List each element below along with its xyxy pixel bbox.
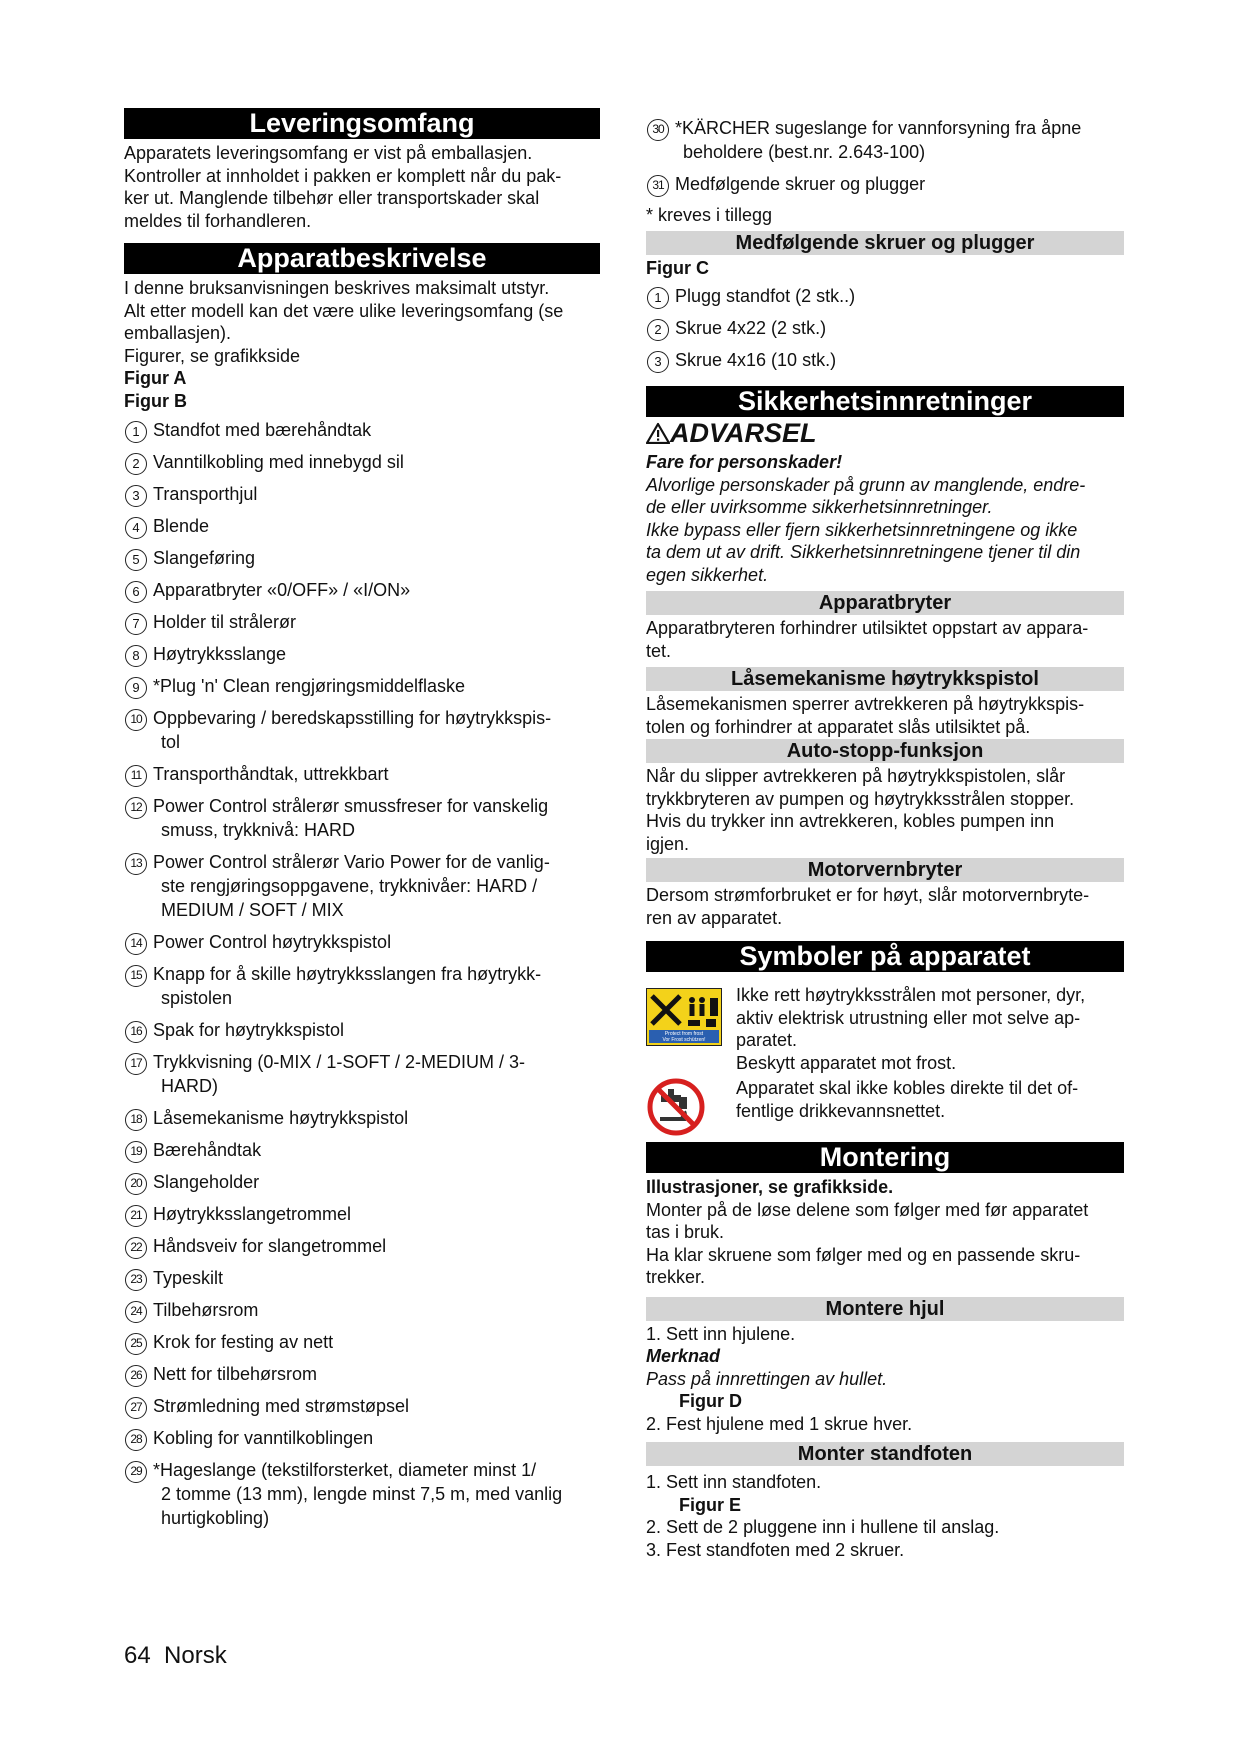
figure-b-label: Figur B bbox=[124, 390, 187, 411]
text-line: igjen. bbox=[646, 833, 690, 854]
list-item bbox=[124, 610, 600, 634]
item-text: Transporthjul bbox=[153, 484, 258, 504]
heading-foot: Monter standfoten bbox=[646, 1442, 1124, 1466]
item-text: Medfølgende skruer og plugger bbox=[675, 174, 926, 194]
figure-a-label: Figur A bbox=[124, 368, 187, 388]
list-item bbox=[124, 1394, 600, 1418]
mounting-subtitle: Illustrasjoner, se grafikkside. bbox=[646, 1177, 894, 1197]
text-line: Når du slipper avtrekkeren på høytrykkspistolen, slår bbox=[646, 766, 1066, 786]
text-line: Ha klar skruene som følger med og en passende skru- bbox=[646, 1244, 1081, 1265]
text-line: aktiv elektrisk utrustning eller mot selve ap- bbox=[736, 1007, 1081, 1028]
item-text-continued: ste rengjøringsoppgavene, trykknivåer: HARD / bbox=[161, 876, 538, 896]
text-line: tas i bruk. bbox=[646, 1222, 725, 1242]
step-1: 1. Sett inn hjulene. bbox=[646, 1323, 796, 1344]
step-2: 2. Sett de 2 pluggene inn i hullene til anslag. bbox=[646, 1517, 1000, 1537]
list-item bbox=[124, 642, 600, 666]
text-line: Apparatbryteren forhindrer utilsiktet oppstart av appara- bbox=[646, 618, 1089, 638]
item-number-badge: 12 bbox=[125, 797, 147, 819]
item-number-badge: 13 bbox=[125, 853, 147, 875]
item-text: Plugg standfot (2 stk..) bbox=[675, 286, 856, 306]
list-item bbox=[646, 284, 1124, 308]
item-text-continued: hurtigkobling) bbox=[161, 1508, 270, 1528]
item-number-badge: 29 bbox=[125, 1461, 147, 1483]
no-spray-warning-icon bbox=[646, 988, 722, 1051]
item-number-badge: 26 bbox=[125, 1365, 147, 1387]
text-line: Alt etter modell kan det være ulike leveringsomfang (se bbox=[124, 300, 564, 321]
text-line: Ikke bypass eller fjern sikkerhetsinnretningene og ikke bbox=[646, 519, 1078, 540]
item-number-badge: 31 bbox=[647, 175, 669, 197]
symbol-row-drinking-water bbox=[646, 1077, 1124, 1134]
item-number-badge: 2 bbox=[647, 319, 669, 341]
intro-paragraph bbox=[124, 142, 600, 232]
item-text: Vanntilkobling med innebygd sil bbox=[153, 452, 404, 472]
text-line: Beskytt apparatet mot frost. bbox=[736, 1052, 957, 1073]
step-2: 2. Fest hjulene med 1 skrue hver. bbox=[646, 1413, 913, 1434]
heading-switch: Apparatbryter bbox=[646, 591, 1124, 615]
warning-triangle-icon bbox=[646, 419, 670, 451]
item-text-continued: HARD) bbox=[161, 1076, 218, 1096]
list-item bbox=[124, 930, 600, 954]
text-line: Låsemekanismen sperrer avtrekkeren på høytrykkspis- bbox=[646, 694, 1085, 714]
parts-list-continued bbox=[646, 116, 1124, 196]
item-number-badge: 23 bbox=[125, 1269, 147, 1291]
item-number-badge: 7 bbox=[125, 613, 147, 635]
warning-title bbox=[646, 417, 1124, 451]
item-text-continued: tol bbox=[161, 732, 181, 752]
extra-note: * kreves i tillegg bbox=[646, 205, 773, 225]
list-item bbox=[124, 1018, 600, 1042]
list-item bbox=[646, 116, 1124, 164]
text-line: trekker. bbox=[646, 1267, 706, 1287]
item-text: *Plug 'n' Clean rengjøringsmiddelflaske bbox=[153, 676, 466, 696]
item-text: Spak for høytrykkspistol bbox=[153, 1020, 345, 1040]
text-line: Alvorlige personskader på grunn av manglende, endre- bbox=[646, 474, 1086, 495]
item-text: *Hageslange (tekstilforsterket, diameter minst 1/ bbox=[153, 1460, 537, 1480]
text-line: Dersom strømforbruket er for høyt, slår motorvernbryte- bbox=[646, 885, 1090, 905]
description-paragraph bbox=[124, 277, 600, 412]
list-item bbox=[124, 418, 600, 442]
item-text: Skrue 4x16 (10 stk.) bbox=[675, 350, 837, 370]
text-line: tolen og forhindrer at apparatet slås utilsiktet på. bbox=[646, 716, 1031, 737]
note-text: Pass på innrettingen av hullet. bbox=[646, 1368, 888, 1389]
item-text: Låsemekanisme høytrykkspistol bbox=[153, 1108, 409, 1128]
list-item bbox=[124, 1426, 600, 1450]
item-number-badge: 8 bbox=[125, 645, 147, 667]
figure-d-label: Figur D bbox=[679, 1391, 742, 1411]
item-text-continued: smuss, trykknivå: HARD bbox=[161, 820, 356, 840]
item-number-badge: 15 bbox=[125, 965, 147, 987]
item-text: Slangeføring bbox=[153, 548, 256, 568]
frost-label-de: Vor Frost schützen! bbox=[662, 1037, 706, 1043]
lock-text bbox=[646, 693, 1124, 738]
list-item bbox=[124, 1050, 600, 1098]
wheels-steps bbox=[646, 1323, 1124, 1436]
item-text: Blende bbox=[153, 516, 210, 536]
list-item bbox=[124, 706, 600, 754]
list-item bbox=[124, 546, 600, 570]
item-number-badge: 10 bbox=[125, 709, 147, 731]
list-item bbox=[124, 1298, 600, 1322]
screws-list bbox=[646, 284, 1124, 372]
text-line: tet. bbox=[646, 640, 672, 661]
item-number-badge: 28 bbox=[125, 1429, 147, 1451]
no-drinking-water-connection-icon bbox=[646, 1077, 706, 1142]
list-item bbox=[124, 1138, 600, 1162]
heading-mounting: Montering bbox=[646, 1142, 1124, 1173]
left-column bbox=[124, 108, 600, 1530]
item-text: Power Control høytrykkspistol bbox=[153, 932, 392, 952]
item-number-badge: 9 bbox=[125, 677, 147, 699]
heading-wheels: Montere hjul bbox=[646, 1297, 1124, 1321]
list-item bbox=[124, 794, 600, 842]
text-line: Apparatets leveringsomfang er vist på emballasjen. bbox=[124, 143, 533, 163]
item-text: Apparatbryter «0/OFF» / «I/ON» bbox=[153, 580, 411, 600]
item-number-badge: 3 bbox=[125, 485, 147, 507]
heading-symbols: Symboler på apparatet bbox=[646, 941, 1124, 972]
step-1: 1. Sett inn standfoten. bbox=[646, 1472, 822, 1492]
item-text: Håndsveiv for slangetrommel bbox=[153, 1236, 387, 1256]
item-text: Trykkvisning (0-MIX / 1-SOFT / 2-MEDIUM / 3- bbox=[153, 1052, 526, 1072]
item-number-badge: 25 bbox=[125, 1333, 147, 1355]
heading-motor: Motorvernbryter bbox=[646, 858, 1124, 882]
list-item bbox=[124, 482, 600, 506]
list-item bbox=[124, 578, 600, 602]
item-text: Nett for tilbehørsrom bbox=[153, 1364, 318, 1384]
list-item bbox=[646, 316, 1124, 340]
item-number-badge: 21 bbox=[125, 1205, 147, 1227]
text-line: Hvis du trykker inn avtrekkeren, kobles pumpen inn bbox=[646, 811, 1055, 831]
item-text: Høytrykksslangetrommel bbox=[153, 1204, 352, 1224]
text-line: Apparatet skal ikke kobles direkte til det of- bbox=[736, 1078, 1079, 1098]
language-label: Norsk bbox=[164, 1642, 227, 1669]
heading-apparatbeskrivelse: Apparatbeskrivelse bbox=[124, 243, 600, 274]
list-item bbox=[124, 1458, 600, 1530]
list-item bbox=[124, 1202, 600, 1226]
item-text: Typeskilt bbox=[153, 1268, 224, 1288]
item-number-badge: 17 bbox=[125, 1053, 147, 1075]
item-text-continued: beholdere (best.nr. 2.643-100) bbox=[683, 142, 926, 162]
item-text: Holder til strålerør bbox=[153, 612, 297, 632]
warning-text bbox=[646, 474, 1124, 587]
text-line: Figurer, se grafikkside bbox=[124, 345, 301, 366]
heading-screws: Medfølgende skruer og plugger bbox=[646, 231, 1124, 255]
warning-subtitle: Fare for personskader! bbox=[646, 452, 843, 472]
text-line: emballasjen). bbox=[124, 323, 232, 343]
text-line: Ikke rett høytrykksstrålen mot personer, dyr, bbox=[736, 985, 1086, 1005]
text-line: ren av apparatet. bbox=[646, 907, 783, 928]
item-text-continued: MEDIUM / SOFT / MIX bbox=[161, 900, 344, 920]
item-text: Høytrykksslange bbox=[153, 644, 287, 664]
item-number-badge: 5 bbox=[125, 549, 147, 571]
text-line: ker ut. Manglende tilbehør eller transportskader skal bbox=[124, 188, 540, 208]
list-item bbox=[124, 962, 600, 1010]
item-number-badge: 20 bbox=[125, 1173, 147, 1195]
item-number-badge: 2 bbox=[125, 453, 147, 475]
item-text: Bærehåndtak bbox=[153, 1140, 262, 1160]
heading-safety: Sikkerhetsinnretninger bbox=[646, 386, 1124, 417]
item-number-badge: 27 bbox=[125, 1397, 147, 1419]
auto-stop-text bbox=[646, 765, 1124, 855]
page-number: 64 bbox=[124, 1642, 151, 1669]
list-item bbox=[124, 450, 600, 474]
item-number-badge: 22 bbox=[125, 1237, 147, 1259]
item-text: Transporthåndtak, uttrekkbart bbox=[153, 764, 389, 784]
item-number-badge: 1 bbox=[125, 421, 147, 443]
list-item bbox=[646, 172, 1124, 196]
frost-label-en: Protect from frost bbox=[664, 1031, 704, 1037]
item-number-badge: 16 bbox=[125, 1021, 147, 1043]
mounting-text bbox=[646, 1199, 1124, 1289]
page-footer bbox=[124, 1642, 227, 1670]
item-number-badge: 30 bbox=[647, 119, 669, 141]
item-text: Oppbevaring / beredskapsstilling for høytrykkspis- bbox=[153, 708, 552, 728]
item-number-badge: 3 bbox=[647, 351, 669, 373]
symbol-row-jet bbox=[646, 984, 1124, 1074]
list-item bbox=[124, 514, 600, 538]
item-text-continued: spistolen bbox=[161, 988, 233, 1008]
warning-title-text: ADVARSEL bbox=[670, 418, 817, 448]
right-column bbox=[646, 116, 1124, 1561]
item-number-badge: 18 bbox=[125, 1109, 147, 1131]
list-item bbox=[124, 762, 600, 786]
item-text: Slangeholder bbox=[153, 1172, 260, 1192]
text-line: Monter på de løse delene som følger med før apparatet bbox=[646, 1199, 1089, 1220]
motor-text bbox=[646, 884, 1124, 929]
list-item bbox=[124, 850, 600, 922]
item-text: Knapp for å skille høytrykksslangen fra høytrykk- bbox=[153, 964, 542, 984]
text-line: I denne bruksanvisningen beskrives maksimalt utstyr. bbox=[124, 278, 550, 298]
item-text: Tilbehørsrom bbox=[153, 1300, 259, 1320]
item-text: Skrue 4x22 (2 stk.) bbox=[675, 318, 827, 338]
list-item bbox=[124, 1330, 600, 1354]
item-text: *KÄRCHER sugeslange for vannforsyning fra åpne bbox=[675, 118, 1082, 138]
item-text: Power Control strålerør Vario Power for de vanlig- bbox=[153, 852, 550, 872]
item-number-badge: 19 bbox=[125, 1141, 147, 1163]
list-item bbox=[124, 1362, 600, 1386]
note-title: Merknad bbox=[646, 1346, 721, 1366]
list-item bbox=[124, 1106, 600, 1130]
text-line: trykkbryteren av pumpen og høytrykksstrålen stopper. bbox=[646, 788, 1075, 809]
item-number-badge: 24 bbox=[125, 1301, 147, 1323]
text-line: meldes til forhandleren. bbox=[124, 210, 312, 231]
item-number-badge: 14 bbox=[125, 933, 147, 955]
switch-text bbox=[646, 617, 1124, 662]
item-number-badge: 11 bbox=[125, 765, 147, 787]
heading-lock: Låsemekanisme høytrykkspistol bbox=[646, 667, 1124, 691]
heading-leveringsomfang: Leveringsomfang bbox=[124, 108, 600, 139]
item-number-badge: 6 bbox=[125, 581, 147, 603]
text-line: Kontroller at innholdet i pakken er komplett når du pak- bbox=[124, 165, 562, 186]
item-text: Power Control strålerør smussfreser for vanskelig bbox=[153, 796, 549, 816]
text-line: de eller uvirksomme sikkerhetsinnretninger. bbox=[646, 497, 993, 517]
list-item bbox=[124, 1234, 600, 1258]
item-text: Strømledning med strømstøpsel bbox=[153, 1396, 410, 1416]
item-number-badge: 4 bbox=[125, 517, 147, 539]
foot-steps bbox=[646, 1471, 1124, 1561]
item-text: Standfot med bærehåndtak bbox=[153, 420, 372, 440]
item-text-continued: 2 tomme (13 mm), lengde minst 7,5 m, med vanlig bbox=[161, 1484, 563, 1504]
heading-auto-stop: Auto-stopp-funksjon bbox=[646, 739, 1124, 763]
text-line: paratet. bbox=[736, 1030, 798, 1050]
text-line: egen sikkerhet. bbox=[646, 564, 769, 585]
text-line: ta dem ut av drift. Sikkerhetsinnretningene tjener til din bbox=[646, 542, 1081, 562]
list-item bbox=[646, 348, 1124, 372]
parts-list bbox=[124, 418, 600, 1530]
step-3: 3. Fest standfoten med 2 skruer. bbox=[646, 1539, 905, 1560]
item-text: Kobling for vanntilkoblingen bbox=[153, 1428, 374, 1448]
text-line: fentlige drikkevannsnettet. bbox=[736, 1100, 946, 1121]
list-item bbox=[124, 1266, 600, 1290]
list-item bbox=[124, 1170, 600, 1194]
item-number-badge: 1 bbox=[647, 287, 669, 309]
figure-e-label: Figur E bbox=[679, 1494, 741, 1515]
figure-c-label: Figur C bbox=[646, 257, 709, 278]
list-item bbox=[124, 674, 600, 698]
item-text: Krok for festing av nett bbox=[153, 1332, 334, 1352]
